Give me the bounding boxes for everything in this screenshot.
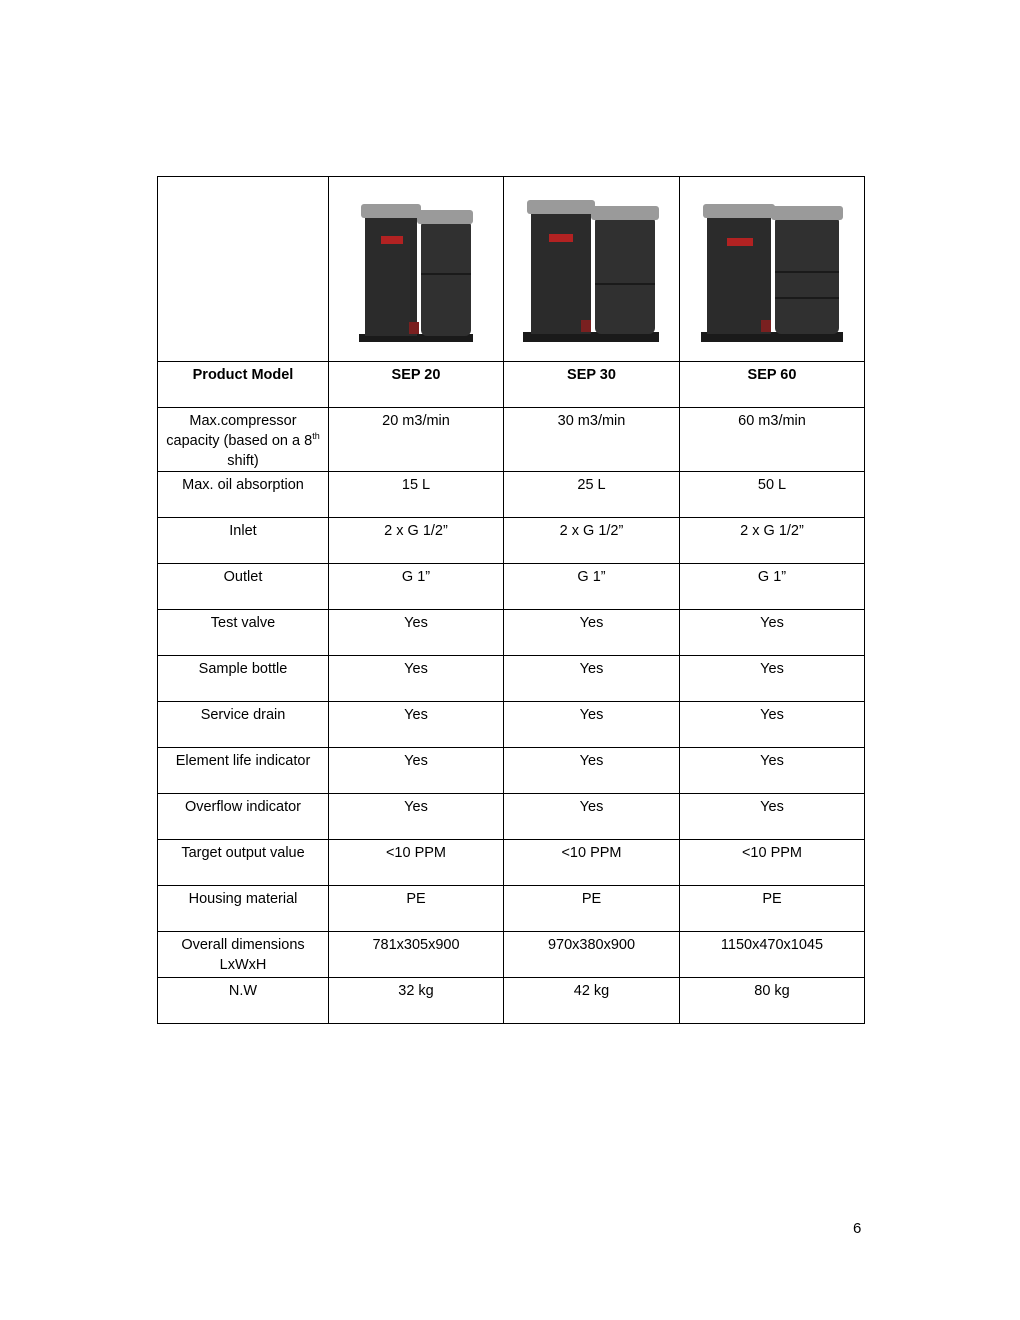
table-row: [158, 886, 865, 932]
row-label: N.W: [158, 978, 329, 1024]
table-row: [158, 840, 865, 886]
cell-value: Yes: [680, 702, 865, 748]
cell-value: 30 m3/min: [504, 408, 680, 472]
cell-value: 50 L: [680, 472, 865, 518]
row-label: Target output value: [158, 840, 329, 886]
cell-value: Yes: [329, 794, 504, 840]
cell-value: Yes: [329, 748, 504, 794]
table-row: [158, 794, 865, 840]
cell-value: <10 PPM: [329, 840, 504, 886]
row-label: Overall dimensions LxWxH: [158, 932, 329, 978]
cell-value: Yes: [329, 610, 504, 656]
cell-value: 2 x G 1/2”: [329, 518, 504, 564]
model-name: SEP 60: [680, 362, 865, 408]
sep30-product-image: [519, 194, 664, 344]
row-label: Test valve: [158, 610, 329, 656]
cell-value: 20 m3/min: [329, 408, 504, 472]
cell-value: PE: [680, 886, 865, 932]
table-row: [158, 610, 865, 656]
table-row: [158, 978, 865, 1024]
table-row: [158, 518, 865, 564]
cell-value: Yes: [329, 656, 504, 702]
cell-value: Yes: [504, 794, 680, 840]
cell-value: 2 x G 1/2”: [504, 518, 680, 564]
cell-value: 970x380x900: [504, 932, 680, 978]
sep60-product-image: [697, 194, 847, 344]
product-image-cell: [680, 177, 865, 362]
table-row: [158, 932, 865, 978]
page-number: 6: [853, 1220, 862, 1237]
table-row: [158, 564, 865, 610]
cell-value: 1150x470x1045: [680, 932, 865, 978]
product-image-cell: [329, 177, 504, 362]
cell-value: 2 x G 1/2”: [680, 518, 865, 564]
table-row: [158, 702, 865, 748]
cell-value: PE: [329, 886, 504, 932]
row-label: Inlet: [158, 518, 329, 564]
cell-value: 60 m3/min: [680, 408, 865, 472]
header-row: [158, 362, 865, 408]
cell-value: Yes: [504, 702, 680, 748]
cell-value: G 1”: [329, 564, 504, 610]
sep20-product-image: [351, 194, 481, 344]
superscript: th: [312, 431, 320, 442]
product-image-cell: [504, 177, 680, 362]
row-label: Housing material: [158, 886, 329, 932]
header-label: Product Model: [158, 362, 329, 408]
row-label: Element life indicator: [158, 748, 329, 794]
cell-value: 32 kg: [329, 978, 504, 1024]
spec-rows: [158, 472, 865, 1024]
model-name: SEP 20: [329, 362, 504, 408]
cell-value: <10 PPM: [680, 840, 865, 886]
cell-value: <10 PPM: [504, 840, 680, 886]
table-row: [158, 656, 865, 702]
cell-value: 781x305x900: [329, 932, 504, 978]
cell-value: G 1”: [680, 564, 865, 610]
cell-value: G 1”: [504, 564, 680, 610]
cell-value: Yes: [504, 656, 680, 702]
row-label: Overflow indicator: [158, 794, 329, 840]
spec-table: [157, 176, 865, 1024]
empty-corner-cell: [158, 177, 329, 362]
cell-value: 25 L: [504, 472, 680, 518]
cell-value: Yes: [504, 748, 680, 794]
cell-value: 80 kg: [680, 978, 865, 1024]
row-label: Outlet: [158, 564, 329, 610]
cell-value: Yes: [680, 656, 865, 702]
cell-value: Yes: [504, 610, 680, 656]
row-label: Max. oil absorption: [158, 472, 329, 518]
cell-value: Yes: [680, 610, 865, 656]
cell-value: PE: [504, 886, 680, 932]
row-label: [158, 408, 329, 472]
cell-value: Yes: [329, 702, 504, 748]
capacity-label-text: Max.compressor capacity (based on a 8: [166, 413, 313, 449]
image-row: [158, 177, 865, 362]
capacity-label-suffix: shift): [227, 453, 259, 469]
capacity-row: [158, 408, 865, 472]
table-row: [158, 472, 865, 518]
cell-value: 15 L: [329, 472, 504, 518]
model-name: SEP 30: [504, 362, 680, 408]
table-row: [158, 748, 865, 794]
row-label: Service drain: [158, 702, 329, 748]
cell-value: 42 kg: [504, 978, 680, 1024]
cell-value: Yes: [680, 794, 865, 840]
row-label: Sample bottle: [158, 656, 329, 702]
cell-value: Yes: [680, 748, 865, 794]
